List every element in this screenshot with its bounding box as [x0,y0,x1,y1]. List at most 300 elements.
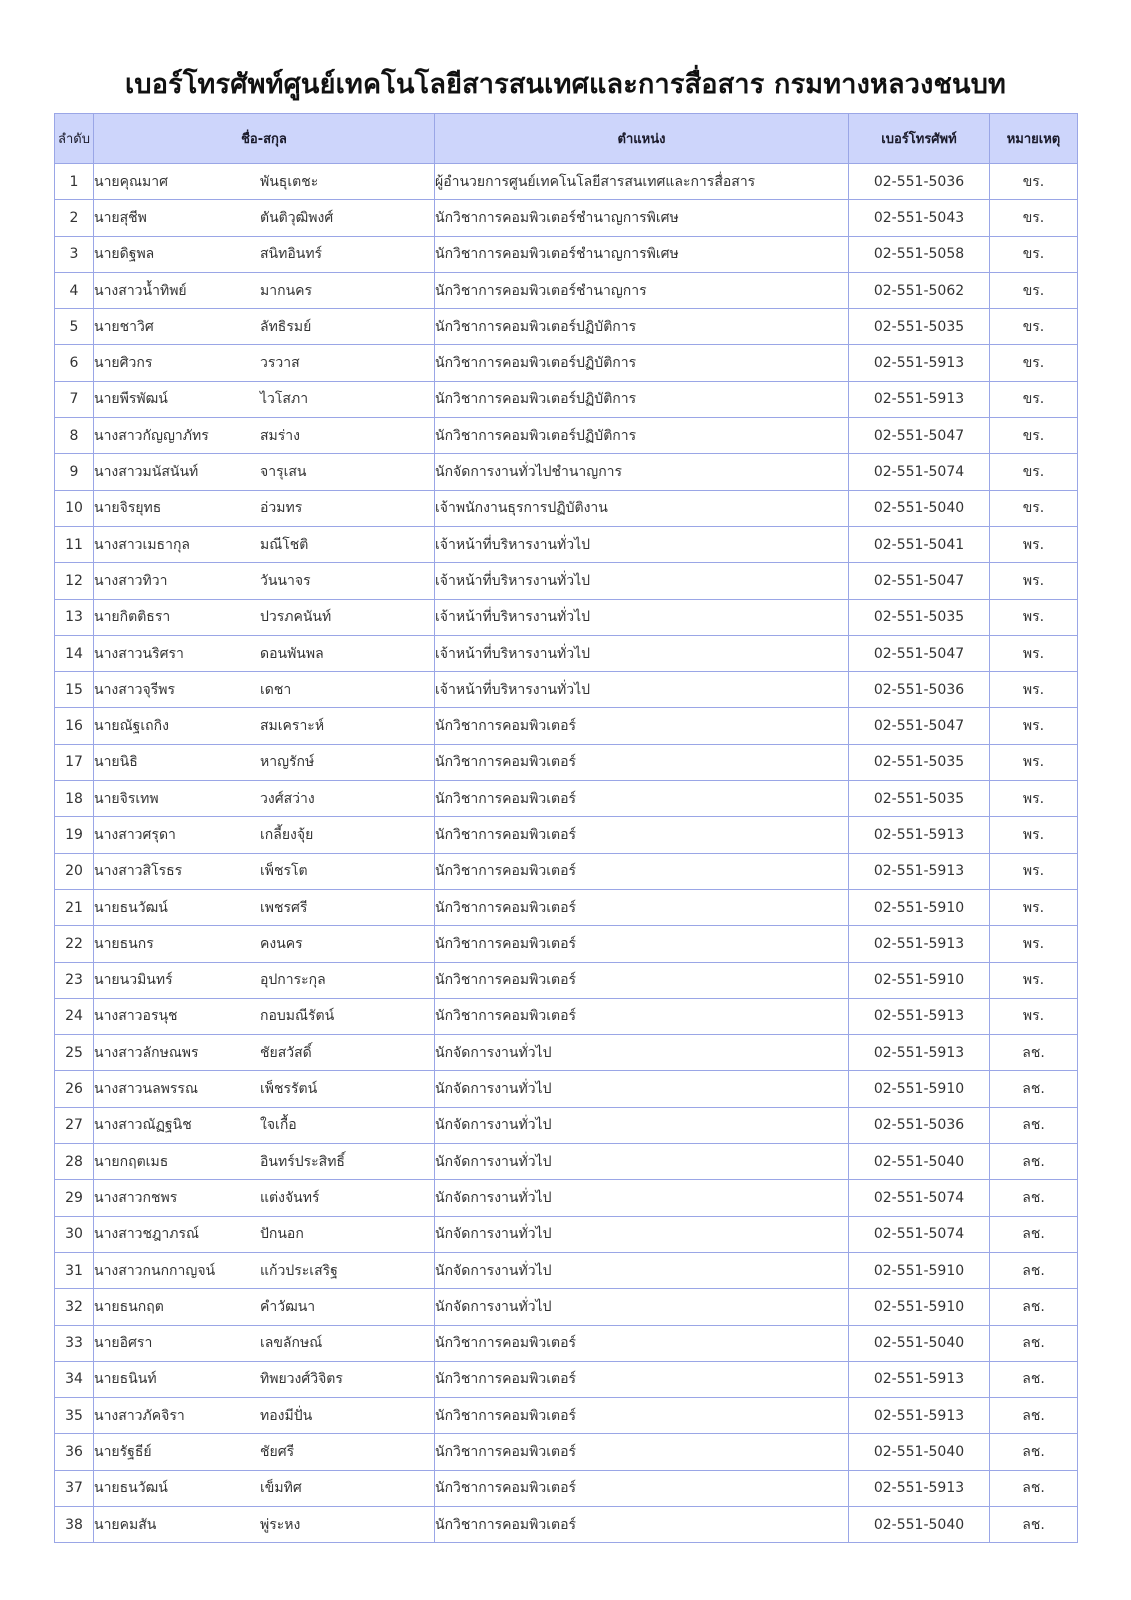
note-cell: พร. [990,599,1078,635]
phone-cell: 02-551-5913 [849,926,990,962]
table-row [55,1216,1078,1252]
first-name: นายชาวิศ [94,318,154,335]
first-name: นายณัฐเถกิง [94,718,169,735]
row-number: 18 [55,781,94,817]
row-number: 9 [55,454,94,490]
phone-cell: 02-551-5074 [849,1216,990,1252]
full-name-cell [94,418,435,454]
full-name-cell [94,1325,435,1361]
page-title: เบอร์โทรศัพท์ศูนย์เทคโนโลยีสารสนเทศและการสื่อสาร กรมทางหลวงชนบท [124,69,1007,100]
table-row [55,853,1078,889]
full-name-cell [94,563,435,599]
note-cell: ขร. [990,164,1078,200]
row-number: 15 [55,672,94,708]
note-cell: พร. [990,998,1078,1034]
table-row [55,1252,1078,1288]
last-name: ชัยสวัสดิ์ [260,1044,312,1061]
row-number: 31 [55,1252,94,1288]
note-cell: ลช. [990,1180,1078,1216]
table-row [55,1035,1078,1071]
table-row [55,164,1078,200]
phone-cell: 02-551-5913 [849,998,990,1034]
row-number: 10 [55,490,94,526]
last-name: วันนาจร [260,572,311,589]
row-number: 25 [55,1035,94,1071]
position-cell: เจ้าหน้าที่บริหารงานทั่วไป [435,599,849,635]
first-name: นายจิรเทพ [94,790,159,807]
note-cell: พร. [990,962,1078,998]
last-name: แก้วประเสริฐ [260,1262,338,1279]
note-cell: ขร. [990,381,1078,417]
phone-cell: 02-551-5910 [849,1252,990,1288]
table-row [55,236,1078,272]
row-number: 26 [55,1071,94,1107]
full-name-cell [94,309,435,345]
full-name-cell [94,200,435,236]
position-cell: นักวิชาการคอมพิวเตอร์ปฏิบัติการ [435,309,849,345]
note-cell: ลช. [990,1035,1078,1071]
note-cell: ขร. [990,418,1078,454]
first-name: นายกิตติธรา [94,609,171,626]
table-row [55,1325,1078,1361]
full-name-cell [94,998,435,1034]
phone-cell: 02-551-5040 [849,1144,990,1180]
header-row [55,114,1078,164]
phone-cell: 02-551-5040 [849,1434,990,1470]
last-name: พันธุเตชะ [260,173,319,190]
phone-cell: 02-551-5074 [849,454,990,490]
note-cell: ขร. [990,309,1078,345]
phone-cell: 02-551-5040 [849,1325,990,1361]
note-cell: ลช. [990,1107,1078,1143]
first-name: นางสาวจุรีพร [94,681,176,698]
position-cell: นักจัดการงานทั่วไป [435,1035,849,1071]
phone-cell: 02-551-5047 [849,418,990,454]
note-cell: ขร. [990,490,1078,526]
note-cell: พร. [990,926,1078,962]
full-name-cell [94,164,435,200]
row-number: 23 [55,962,94,998]
full-name-cell [94,1506,435,1542]
table-body [55,164,1078,1543]
position-cell: นักจัดการงานทั่วไป [435,1252,849,1288]
last-name: พู่ระหง [260,1516,301,1533]
header-no: ลำดับ [55,114,94,164]
row-number: 29 [55,1180,94,1216]
full-name-cell [94,1035,435,1071]
table-row [55,1180,1078,1216]
last-name: วรวาส [260,355,300,372]
position-cell: นักจัดการงานทั่วไป [435,1071,849,1107]
last-name: วงศ์สว่าง [260,790,315,807]
first-name: นายจิรยุทธ [94,500,162,517]
last-name: อุปการะกุล [260,972,326,989]
first-name: นางสาวนลพรรณ [94,1081,198,1098]
note-cell: พร. [990,635,1078,671]
phone-cell: 02-551-5036 [849,1107,990,1143]
position-cell: นักวิชาการคอมพิวเตอร์ [435,708,849,744]
position-cell: นักจัดการงานทั่วไป [435,1107,849,1143]
phone-cell: 02-551-5036 [849,164,990,200]
first-name: นางสาวทิวา [94,572,168,589]
last-name: ปักนอก [260,1226,304,1243]
position-cell: นักวิชาการคอมพิวเตอร์ [435,744,849,780]
table-row [55,1470,1078,1506]
last-name: สมเคราะห์ [260,718,325,735]
note-cell: ลช. [990,1325,1078,1361]
row-number: 14 [55,635,94,671]
phone-cell: 02-551-5074 [849,1180,990,1216]
full-name-cell [94,962,435,998]
full-name-cell [94,236,435,272]
note-cell: ลช. [990,1071,1078,1107]
note-cell: พร. [990,563,1078,599]
position-cell: นักวิชาการคอมพิวเตอร์ชำนาญการ [435,272,849,308]
row-number: 35 [55,1398,94,1434]
row-number: 16 [55,708,94,744]
full-name-cell [94,635,435,671]
first-name: นายธนินท์ [94,1371,157,1388]
last-name: ดอนพันพล [260,645,324,662]
first-name: นายพีรพัฒน์ [94,391,168,408]
last-name: มณีโชติ [260,536,309,553]
position-cell: นักวิชาการคอมพิวเตอร์ [435,1434,849,1470]
first-name: นายกฤตเมธ [94,1153,169,1170]
note-cell: ขร. [990,272,1078,308]
first-name: นางสาวนริศรา [94,645,184,662]
position-cell: นักวิชาการคอมพิวเตอร์ [435,926,849,962]
phone-cell: 02-551-5040 [849,1506,990,1542]
table-row [55,962,1078,998]
phone-cell: 02-551-5913 [849,1470,990,1506]
position-cell: ผู้อำนวยการศูนย์เทคโนโลยีสารสนเทศและการสื่อสาร [435,164,849,200]
phone-cell: 02-551-5913 [849,345,990,381]
phone-cell: 02-551-5035 [849,781,990,817]
table-row [55,454,1078,490]
table-row [55,635,1078,671]
row-number: 17 [55,744,94,780]
position-cell: เจ้าหน้าที่บริหารงานทั่วไป [435,526,849,562]
phone-cell: 02-551-5047 [849,563,990,599]
first-name: นายธนกร [94,935,154,952]
last-name: เกลี้ยงจุ้ย [260,826,314,843]
row-number: 11 [55,526,94,562]
header-position: ตำแหน่ง [435,114,849,164]
table-row [55,1289,1078,1325]
full-name-cell [94,526,435,562]
first-name: นางสาวกนกกาญจน์ [94,1262,216,1279]
note-cell: ขร. [990,200,1078,236]
last-name: ทองมีปั่น [260,1407,313,1424]
row-number: 21 [55,889,94,925]
full-name-cell [94,381,435,417]
row-number: 34 [55,1361,94,1397]
last-name: ใจเกื้อ [260,1117,297,1134]
position-cell: นักวิชาการคอมพิวเตอร์ปฏิบัติการ [435,345,849,381]
phone-cell: 02-551-5062 [849,272,990,308]
note-cell: ลช. [990,1434,1078,1470]
position-cell: นักวิชาการคอมพิวเตอร์ชำนาญการพิเศษ [435,236,849,272]
full-name-cell [94,781,435,817]
table-row [55,926,1078,962]
first-name: นางสาวภัคจิรา [94,1407,185,1424]
full-name-cell [94,599,435,635]
phone-cell: 02-551-5913 [849,1398,990,1434]
full-name-cell [94,272,435,308]
full-name-cell [94,1144,435,1180]
row-number: 5 [55,309,94,345]
first-name: นายคุณมาศ [94,173,168,190]
full-name-cell [94,345,435,381]
full-name-cell [94,1216,435,1252]
position-cell: นักวิชาการคอมพิวเตอร์ชำนาญการพิเศษ [435,200,849,236]
last-name: ตันติวุฒิพงศ์ [260,209,334,226]
table-row [55,526,1078,562]
position-cell: นักวิชาการคอมพิวเตอร์ [435,1398,849,1434]
last-name: หาญรักษ์ [260,754,315,771]
full-name-cell [94,1434,435,1470]
phone-cell: 02-551-5035 [849,599,990,635]
last-name: ทิพยวงศ์วิจิตร [260,1371,343,1388]
table-row [55,1107,1078,1143]
note-cell: พร. [990,672,1078,708]
last-name: ไวโสภา [260,391,309,408]
full-name-cell [94,744,435,780]
row-number: 27 [55,1107,94,1143]
phone-cell: 02-551-5035 [849,309,990,345]
position-cell: นักจัดการงานทั่วไป [435,1216,849,1252]
phone-cell: 02-551-5910 [849,1071,990,1107]
note-cell: ลช. [990,1506,1078,1542]
note-cell: ลช. [990,1470,1078,1506]
last-name: จารุเสน [260,464,307,481]
first-name: นางสาวน้ำทิพย์ [94,282,187,299]
position-cell: นักวิชาการคอมพิวเตอร์ [435,1361,849,1397]
row-number: 12 [55,563,94,599]
note-cell: ลช. [990,1144,1078,1180]
first-name: นางสาวกัญญาภัทร [94,427,209,444]
row-number: 22 [55,926,94,962]
first-name: นางสาวอรนุช [94,1008,178,1025]
last-name: มากนคร [260,282,313,299]
phone-cell: 02-551-5047 [849,635,990,671]
row-number: 7 [55,381,94,417]
phone-cell: 02-551-5040 [849,490,990,526]
last-name: เพ็ชรรัตน์ [260,1081,318,1098]
first-name: นางสาวกชพร [94,1189,178,1206]
header-phone: เบอร์โทรศัพท์ [849,114,990,164]
first-name: นายศิวกร [94,355,153,372]
row-number: 19 [55,817,94,853]
position-cell: เจ้าหน้าที่บริหารงานทั่วไป [435,563,849,599]
row-number: 38 [55,1506,94,1542]
phone-cell: 02-551-5035 [849,744,990,780]
table-row [55,1144,1078,1180]
row-number: 2 [55,200,94,236]
table-row [55,490,1078,526]
phone-cell: 02-551-5047 [849,708,990,744]
note-cell: ลช. [990,1216,1078,1252]
full-name-cell [94,454,435,490]
first-name: นางสาวสิโรธร [94,863,183,880]
row-number: 36 [55,1434,94,1470]
phone-cell: 02-551-5036 [849,672,990,708]
position-cell: เจ้าพนักงานธุรการปฏิบัติงาน [435,490,849,526]
first-name: นายนวมินทร์ [94,972,173,989]
last-name: ลัทธิรมย์ [260,318,312,335]
first-name: นายธนวัฒน์ [94,899,168,916]
last-name: เดชา [260,681,292,698]
table-row [55,744,1078,780]
note-cell: ลช. [990,1398,1078,1434]
row-number: 33 [55,1325,94,1361]
last-name: ชัยศรี [260,1444,295,1461]
table-row [55,708,1078,744]
phone-cell: 02-551-5910 [849,962,990,998]
position-cell: นักวิชาการคอมพิวเตอร์ [435,1470,849,1506]
table-row [55,781,1078,817]
full-name-cell [94,1470,435,1506]
table-row [55,599,1078,635]
full-name-cell [94,1071,435,1107]
full-name-cell [94,817,435,853]
first-name: นางสาวชฎาภรณ์ [94,1226,200,1243]
full-name-cell [94,1180,435,1216]
last-name: สนิทอินทร์ [260,246,323,263]
note-cell: ลช. [990,1252,1078,1288]
full-name-cell [94,853,435,889]
note-cell: ขร. [990,454,1078,490]
full-name-cell [94,1361,435,1397]
position-cell: นักวิชาการคอมพิวเตอร์ [435,853,849,889]
full-name-cell [94,490,435,526]
row-number: 6 [55,345,94,381]
row-number: 3 [55,236,94,272]
table-row [55,272,1078,308]
phone-cell: 02-551-5913 [849,1361,990,1397]
note-cell: ขร. [990,236,1078,272]
row-number: 37 [55,1470,94,1506]
table-row [55,1434,1078,1470]
header-note: หมายเหตุ [990,114,1078,164]
first-name: นางสาวศรุดา [94,826,176,843]
note-cell: ลช. [990,1289,1078,1325]
table-row [55,817,1078,853]
header-name: ชื่อ-สกุล [94,114,435,164]
first-name: นายอิศรา [94,1335,153,1352]
first-name: นางสาวเมธากุล [94,536,191,553]
position-cell: นักจัดการงานทั่วไป [435,1289,849,1325]
note-cell: พร. [990,817,1078,853]
last-name: เลขลักษณ์ [260,1335,323,1352]
full-name-cell [94,1107,435,1143]
first-name: นายรัฐธีย์ [94,1444,152,1461]
last-name: อ่วมทร [260,500,303,517]
position-cell: นักวิชาการคอมพิวเตอร์ [435,1506,849,1542]
last-name: กอบมณีรัตน์ [260,1008,335,1025]
phone-cell: 02-551-5913 [849,817,990,853]
note-cell: พร. [990,708,1078,744]
phone-cell: 02-551-5913 [849,381,990,417]
position-cell: นักจัดการงานทั่วไป [435,1144,849,1180]
row-number: 13 [55,599,94,635]
last-name: เพ็ชรโต [260,863,308,880]
position-cell: นักวิชาการคอมพิวเตอร์ [435,1325,849,1361]
table-row [55,889,1078,925]
table-row [55,200,1078,236]
note-cell: พร. [990,744,1078,780]
phone-cell: 02-551-5058 [849,236,990,272]
full-name-cell [94,926,435,962]
table-row [55,1506,1078,1542]
position-cell: นักวิชาการคอมพิวเตอร์ [435,781,849,817]
phone-cell: 02-551-5041 [849,526,990,562]
table-row [55,672,1078,708]
phone-cell: 02-551-5910 [849,1289,990,1325]
position-cell: เจ้าหน้าที่บริหารงานทั่วไป [435,635,849,671]
row-number: 28 [55,1144,94,1180]
position-cell: นักวิชาการคอมพิวเตอร์ [435,998,849,1034]
first-name: นายธนกฤต [94,1298,164,1315]
table-row [55,418,1078,454]
last-name: เพชรศรี [260,899,308,916]
row-number: 24 [55,998,94,1034]
phone-cell: 02-551-5913 [849,1035,990,1071]
table-row [55,381,1078,417]
last-name: คำวัฒนา [260,1298,316,1315]
note-cell: พร. [990,781,1078,817]
table-row [55,309,1078,345]
phone-directory-table [54,113,1078,1543]
last-name: สมร่าง [260,427,300,444]
full-name-cell [94,708,435,744]
row-number: 8 [55,418,94,454]
phone-cell: 02-551-5910 [849,889,990,925]
last-name: คงนคร [260,935,303,952]
note-cell: ลช. [990,1361,1078,1397]
first-name: นางสาวลักษณพร [94,1044,199,1061]
position-cell: เจ้าหน้าที่บริหารงานทั่วไป [435,672,849,708]
last-name: แต่งจันทร์ [260,1189,320,1206]
first-name: นายนิธิ [94,754,138,771]
note-cell: พร. [990,853,1078,889]
table-row [55,345,1078,381]
row-number: 30 [55,1216,94,1252]
first-name: นายสุชีพ [94,209,147,226]
last-name: ปวรภคนันท์ [260,609,332,626]
full-name-cell [94,889,435,925]
first-name: นายคมสัน [94,1516,157,1533]
first-name: นางสาวณัฏฐนิช [94,1117,192,1134]
last-name: อินทร์ประสิทธิ์ [260,1153,345,1170]
table-row [55,563,1078,599]
first-name: นายธนวัฒน์ [94,1480,168,1497]
full-name-cell [94,1398,435,1434]
position-cell: นักวิชาการคอมพิวเตอร์ปฏิบัติการ [435,418,849,454]
full-name-cell [94,672,435,708]
full-name-cell [94,1289,435,1325]
row-number: 4 [55,272,94,308]
phone-cell: 02-551-5913 [849,853,990,889]
position-cell: นักจัดการงานทั่วไป [435,1180,849,1216]
row-number: 20 [55,853,94,889]
table-row [55,1398,1078,1434]
table-header [55,114,1078,164]
note-cell: ขร. [990,345,1078,381]
note-cell: พร. [990,526,1078,562]
table-row [55,1361,1078,1397]
position-cell: นักวิชาการคอมพิวเตอร์ [435,962,849,998]
